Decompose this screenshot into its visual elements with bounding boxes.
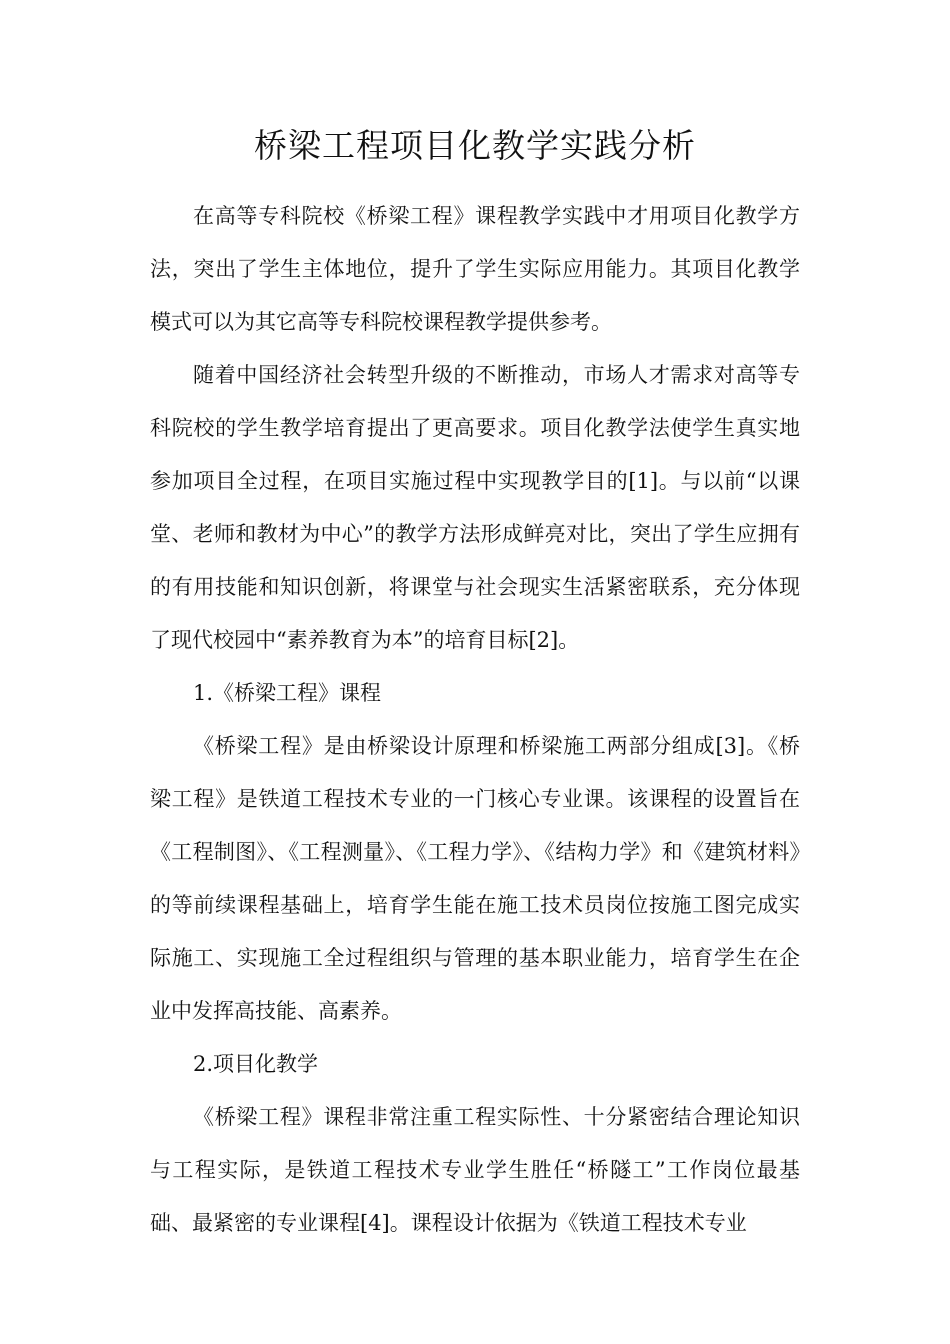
section-heading-2: 2.项目化教学 <box>193 1052 319 1076</box>
paragraph-course: 《桥梁工程》是由桥梁设计原理和桥梁施工两部分组成[3]。《桥梁工程》是铁道工程技术专业的一门核心专业课。该课程的设置旨在《工程制图》、《工程测量》、《工程力学》、《结构力学》和《建筑材料》的等前续课程基础上，培育学生能在施工技术员岗位按施工图完成实际施工、实现施工全过程组织与管理的基本职业能力，培育学生在企业中发挥高技能、高素养。 <box>150 734 800 1023</box>
paragraph-background: 随着中国经济社会转型升级的不断推动，市场人才需求对高等专科院校的学生教学培育提出了更高要求。项目化教学法使学生真实地参加项目全过程，在项目实施过程中实现教学目的[1]。与以前“以课堂、老师和教材为中心”的教学方法形成鲜亮对比，突出了学生应拥有的有用技能和知识创新，将课堂与社会现实生活紧密联系，充分体现了现代校园中“素养教育为本”的培育目标[2]。 <box>150 363 800 652</box>
document-body <box>150 190 800 1250</box>
section-heading-1: 1.《桥梁工程》课程 <box>193 681 382 705</box>
document-title: 桥梁工程项目化教学实践分析 <box>254 126 696 165</box>
paragraph-intro: 在高等专科院校《桥梁工程》课程教学实践中才用项目化教学方法，突出了学生主体地位，提升了学生实际应用能力。其项目化教学模式可以为其它高等专科院校课程教学提供参考。 <box>150 204 800 334</box>
paragraph-project-teaching: 《桥梁工程》课程非常注重工程实际性、十分紧密结合理论知识与工程实际，是铁道工程技术专业学生胜任“桥隧工”工作岗位最基础、最紧密的专业课程[4]。课程设计依据为《铁道工程技术专业 <box>150 1105 800 1235</box>
